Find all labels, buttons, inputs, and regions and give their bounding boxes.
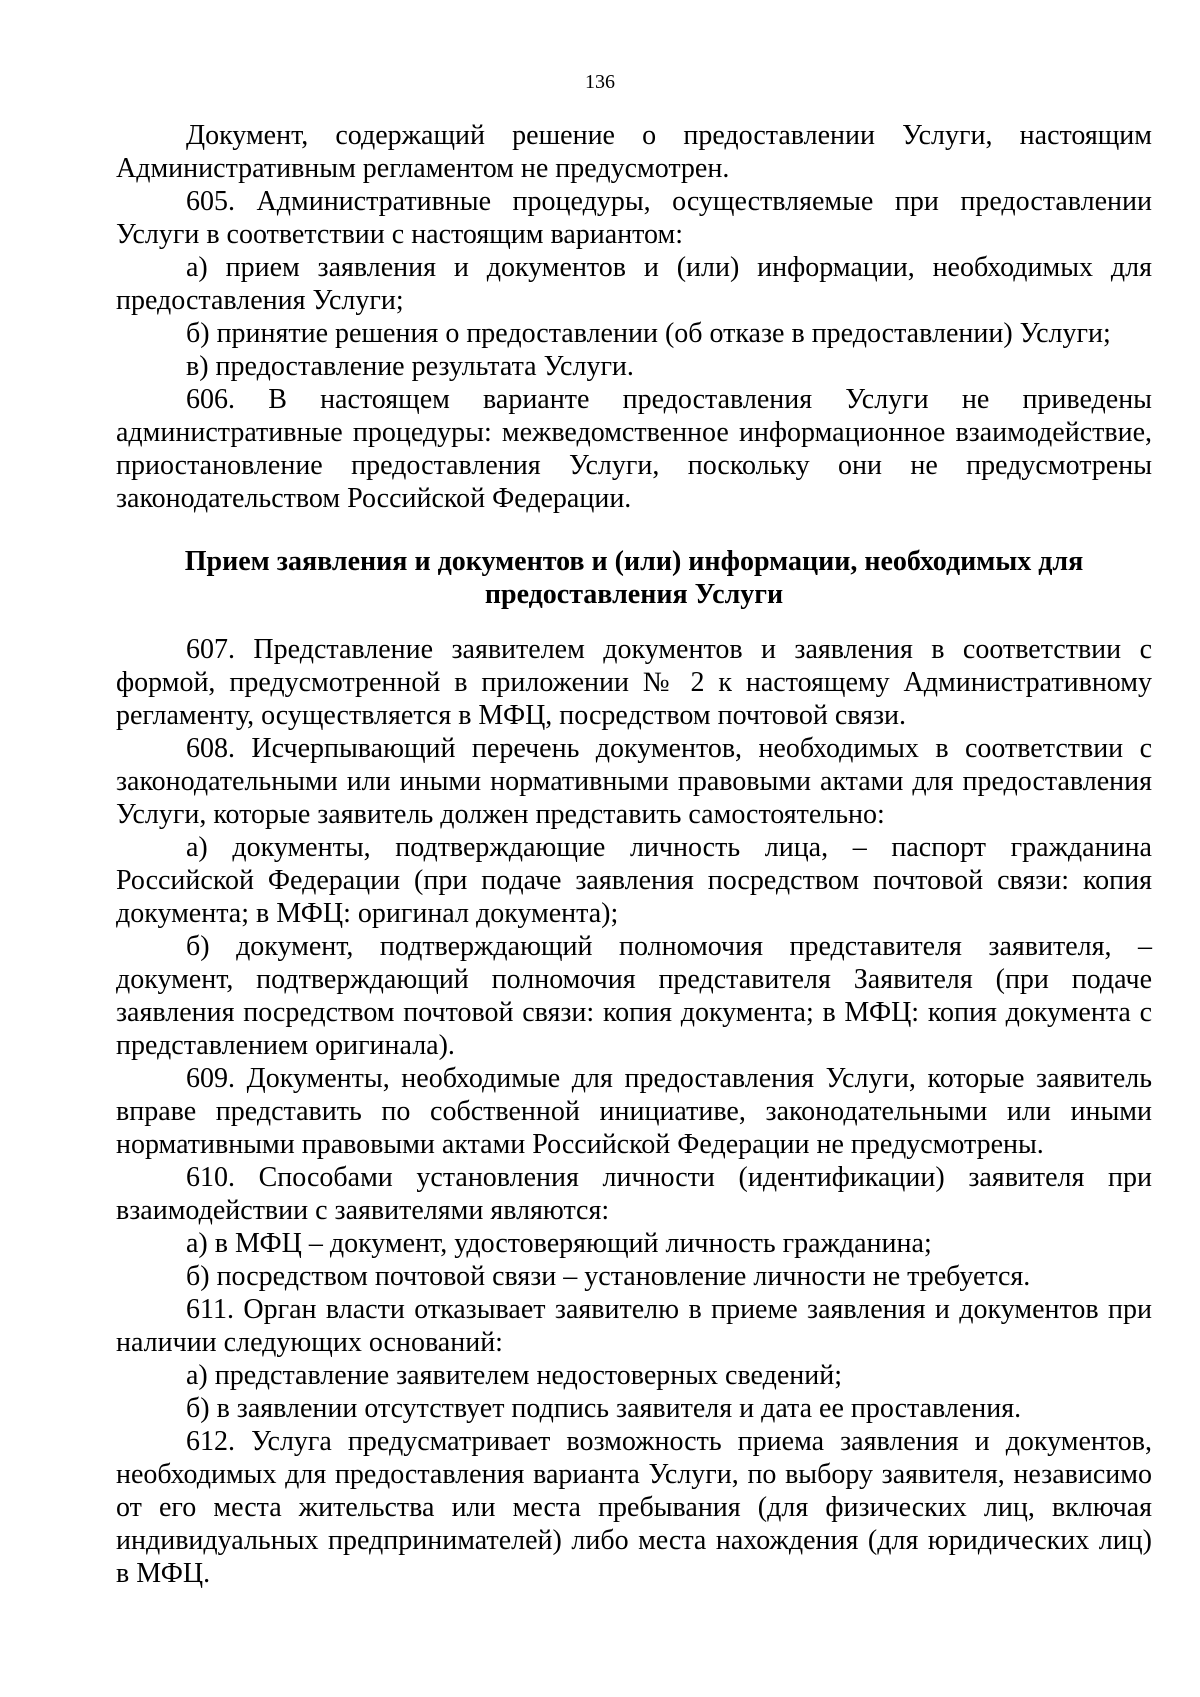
list-item-v: в) предоставление результата Услуги.	[186, 351, 634, 382]
paragraph-611: 611. Орган власти отказывает заявителю в приеме заявления и документов при наличии следующих оснований:	[116, 1294, 1152, 1358]
list-item-b: б) принятие решения о предоставлении (об отказе в предоставлении) Услуги;	[186, 318, 1111, 349]
list-item-a: а) прием заявления и документов и (или) информации, необходимых для предоставления Услуги;	[116, 252, 1152, 316]
section-heading: Прием заявления и документов и (или) информации, необходимых для предоставления Услуги	[184, 546, 1084, 610]
paragraph-609: 609. Документы, необходимые для предоставления Услуги, которые заявитель вправе представить по собственной инициативе, законодательными или иными нормативными правовыми актами Российской Федерации не предусмотрены.	[116, 1063, 1152, 1160]
paragraph-612: 612. Услуга предусматривает возможность приема заявления и документов, необходимых для предоставления варианта Услуги, по выбору заявителя, независимо от его места жительства или места пребывания (для физических лиц, включая индивидуальных предпринимателей) либо места нахождения (для юридических лиц) в МФЦ.	[116, 1426, 1152, 1589]
section-intro	[116, 119, 1152, 515]
page-number: 136	[585, 71, 615, 93]
paragraph-610: 610. Способами установления личности (идентификации) заявителя при взаимодействии с заявителями являются:	[116, 1162, 1152, 1226]
paragraph-606: 606. В настоящем варианте предоставления Услуги не приведены административные процедуры: межведомственное информационное взаимодействие, приостановление предоставления Услуги, поскольку они не предусмотрены законодательством Российской Федерации.	[116, 384, 1152, 514]
list-item-a: а) представление заявителем недостоверных сведений;	[186, 1360, 842, 1391]
list-item-a: а) документы, подтверждающие личность лица, – паспорт гражданина Российской Федерации (при подаче заявления посредством почтовой связи: копия документа; в МФЦ: оригинал документа);	[116, 832, 1152, 929]
paragraph-607: 607. Представление заявителем документов и заявления в соответствии с формой, предусмотренной в приложении № 2 к настоящему Административному регламенту, осуществляется в МФЦ, посредством почтовой связи.	[116, 634, 1152, 731]
paragraph-608: 608. Исчерпывающий перечень документов, необходимых в соответствии с законодательными или иными нормативными правовыми актами для предоставления Услуги, которые заявитель должен представить самостоятельно:	[116, 733, 1152, 830]
list-item-b: б) в заявлении отсутствует подпись заявителя и дата ее проставления.	[186, 1393, 1022, 1424]
list-item-b: б) документ, подтверждающий полномочия представителя заявителя, – документ, подтверждающий полномочия представителя Заявителя (при подаче заявления посредством почтовой связи: копия документа; в МФЦ: копия документа с представлением оригинала).	[116, 931, 1152, 1061]
paragraph-605: 605. Административные процедуры, осуществляемые при предоставлении Услуги в соответствии с настоящим вариантом:	[116, 186, 1152, 250]
section-main	[116, 633, 1152, 1590]
paragraph: Документ, содержащий решение о предоставлении Услуги, настоящим Административным регламентом не предусмотрен.	[116, 120, 1152, 184]
list-item-b: б) посредством почтовой связи – установление личности не требуется.	[186, 1261, 1031, 1292]
list-item-a: а) в МФЦ – документ, удостоверяющий личность гражданина;	[186, 1228, 932, 1259]
